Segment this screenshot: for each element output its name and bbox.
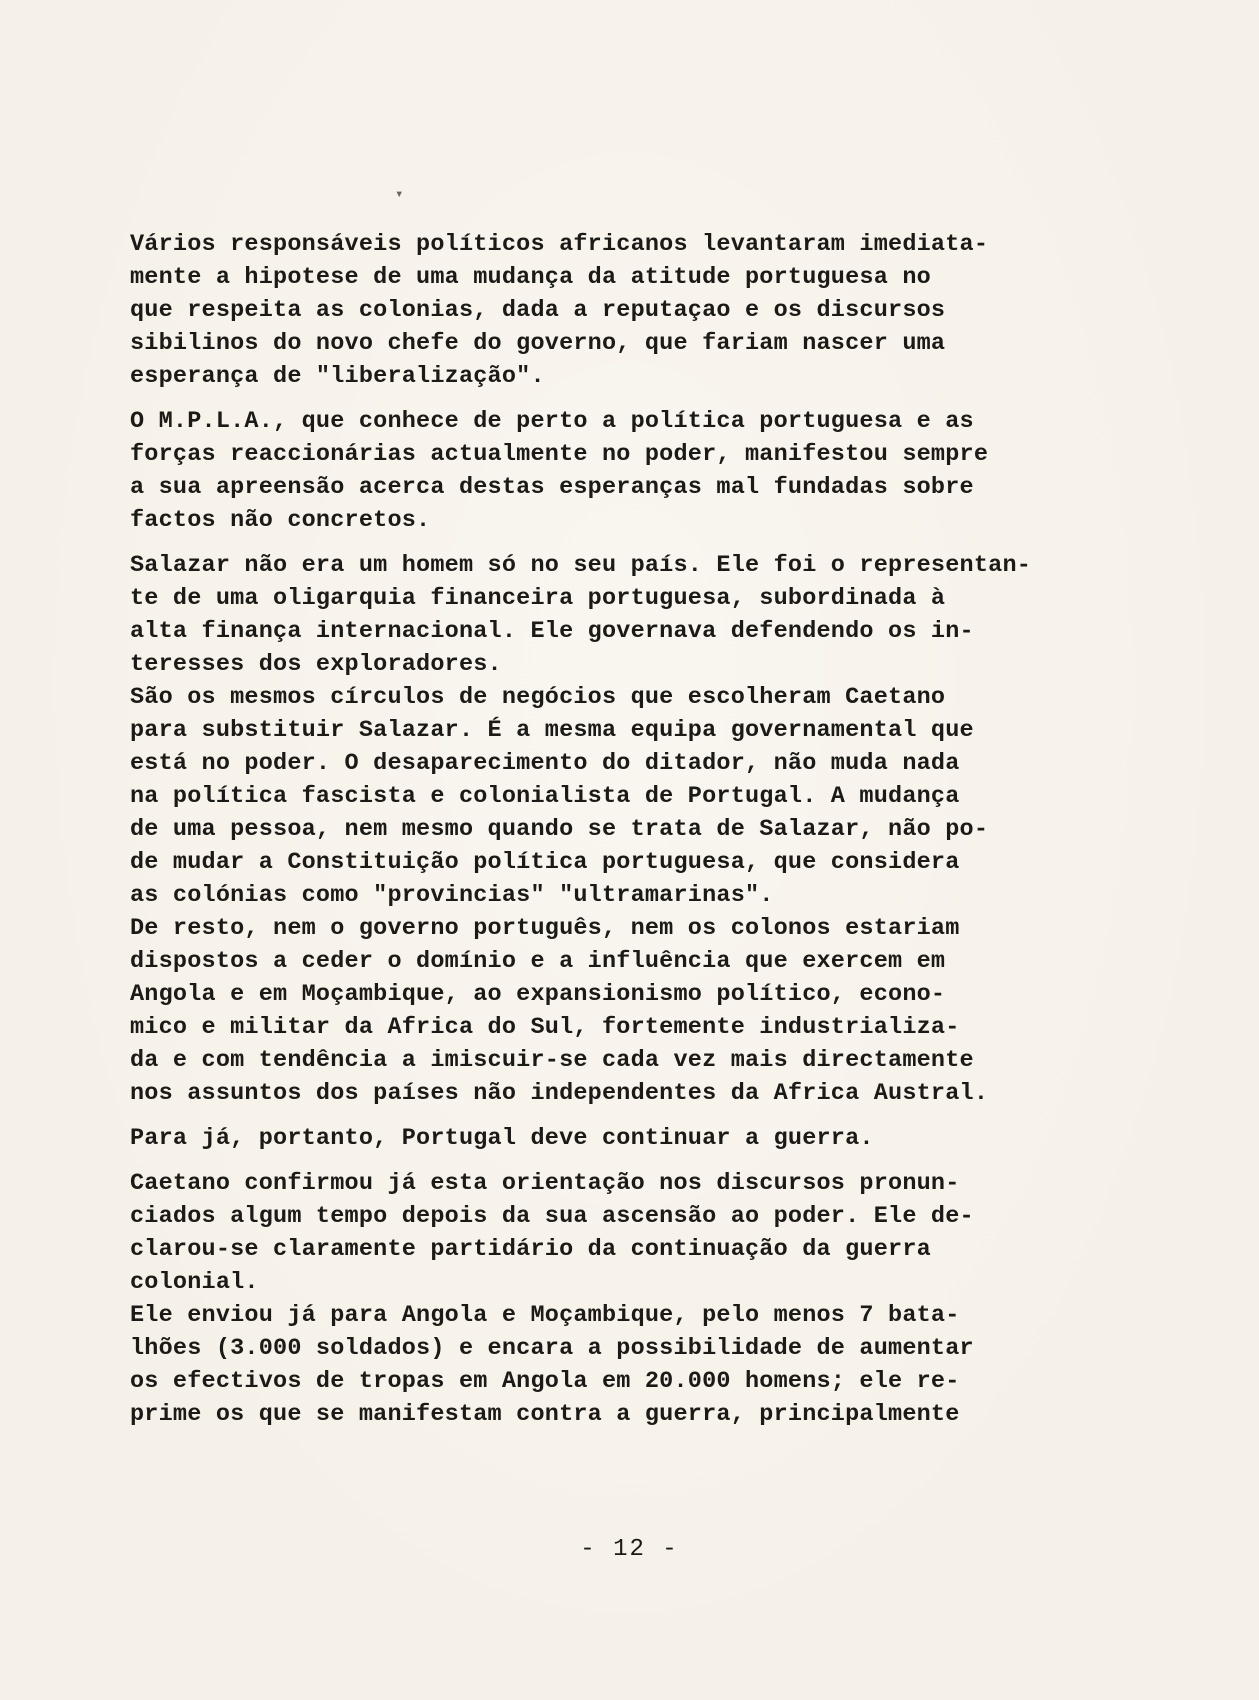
text-line: nos assuntos dos países não independentes da Africa Austral. (130, 1080, 989, 1107)
paragraph (130, 549, 1180, 1110)
text-line: te de uma oligarquia financeira portuguesa, subordinada à (130, 585, 946, 612)
text-line: colonial. (130, 1269, 259, 1296)
text-line: lhões (3.000 soldados) e encara a possibilidade de aumentar (130, 1335, 974, 1362)
page-number: - 12 - (580, 1536, 679, 1563)
text-line: esperança de "liberalização". (130, 363, 545, 390)
text-line: na política fascista e colonialista de Portugal. A mudança (130, 783, 960, 810)
text-line: Salazar não era um homem só no seu país. Ele foi o representan- (130, 552, 1032, 579)
body-text (130, 228, 1180, 1431)
text-line: as colónias como "provincias" "ultramarinas". (130, 882, 774, 909)
text-line: Para já, portanto, Portugal deve continuar a guerra. (130, 1125, 874, 1152)
text-line: que respeita as colonias, dada a reputaçao e os discursos (130, 297, 946, 324)
text-line: mico e militar da Africa do Sul, fortemente industrializa- (130, 1014, 960, 1041)
paragraph (130, 1167, 1180, 1431)
text-line: prime os que se manifestam contra a guerra, principalmente (130, 1401, 960, 1428)
text-line: O M.P.L.A., que conhece de perto a política portuguesa e as (130, 408, 974, 435)
text-line: clarou-se claramente partidário da continuação da guerra (130, 1236, 931, 1263)
text-line: dispostos a ceder o domínio e a influência que exercem em (130, 948, 946, 975)
text-line: São os mesmos círculos de negócios que escolheram Caetano (130, 684, 946, 711)
text-line: está no poder. O desaparecimento do ditador, não muda nada (130, 750, 960, 777)
text-line: para substituir Salazar. É a mesma equipa governamental que (130, 717, 974, 744)
paragraph (130, 228, 1180, 393)
text-line: a sua apreensão acerca destas esperanças mal fundadas sobre (130, 474, 974, 501)
paragraph (130, 1122, 1180, 1155)
text-line: alta finança internacional. Ele governava defendendo os in- (130, 618, 974, 645)
text-line: os efectivos de tropas em Angola em 20.000 homens; ele re- (130, 1368, 960, 1395)
text-line: sibilinos do novo chefe do governo, que fariam nascer uma (130, 330, 946, 357)
text-line: mente a hipotese de uma mudança da atitude portuguesa no (130, 264, 931, 291)
text-line: teresses dos exploradores. (130, 651, 502, 678)
paragraph (130, 405, 1180, 537)
text-line: de mudar a Constituição política portuguesa, que considera (130, 849, 960, 876)
text-line: Angola e em Moçambique, ao expansionismo político, econo- (130, 981, 946, 1008)
text-line: De resto, nem o governo português, nem os colonos estariam (130, 915, 960, 942)
text-line: forças reaccionárias actualmente no poder, manifestou sempre (130, 441, 989, 468)
text-line: ciados algum tempo depois da sua ascensão ao poder. Ele de- (130, 1203, 974, 1230)
text-line: da e com tendência a imiscuir-se cada vez mais directamente (130, 1047, 974, 1074)
text-line: de uma pessoa, nem mesmo quando se trata de Salazar, não po- (130, 816, 989, 843)
text-line: Caetano confirmou já esta orientação nos discursos pronun- (130, 1170, 960, 1197)
stray-mark: ▾ (395, 187, 404, 203)
text-line: Ele enviou já para Angola e Moçambique, pelo menos 7 bata- (130, 1302, 960, 1329)
text-line: Vários responsáveis políticos africanos levantaram imediata- (130, 231, 989, 258)
text-line: factos não concretos. (130, 507, 431, 534)
